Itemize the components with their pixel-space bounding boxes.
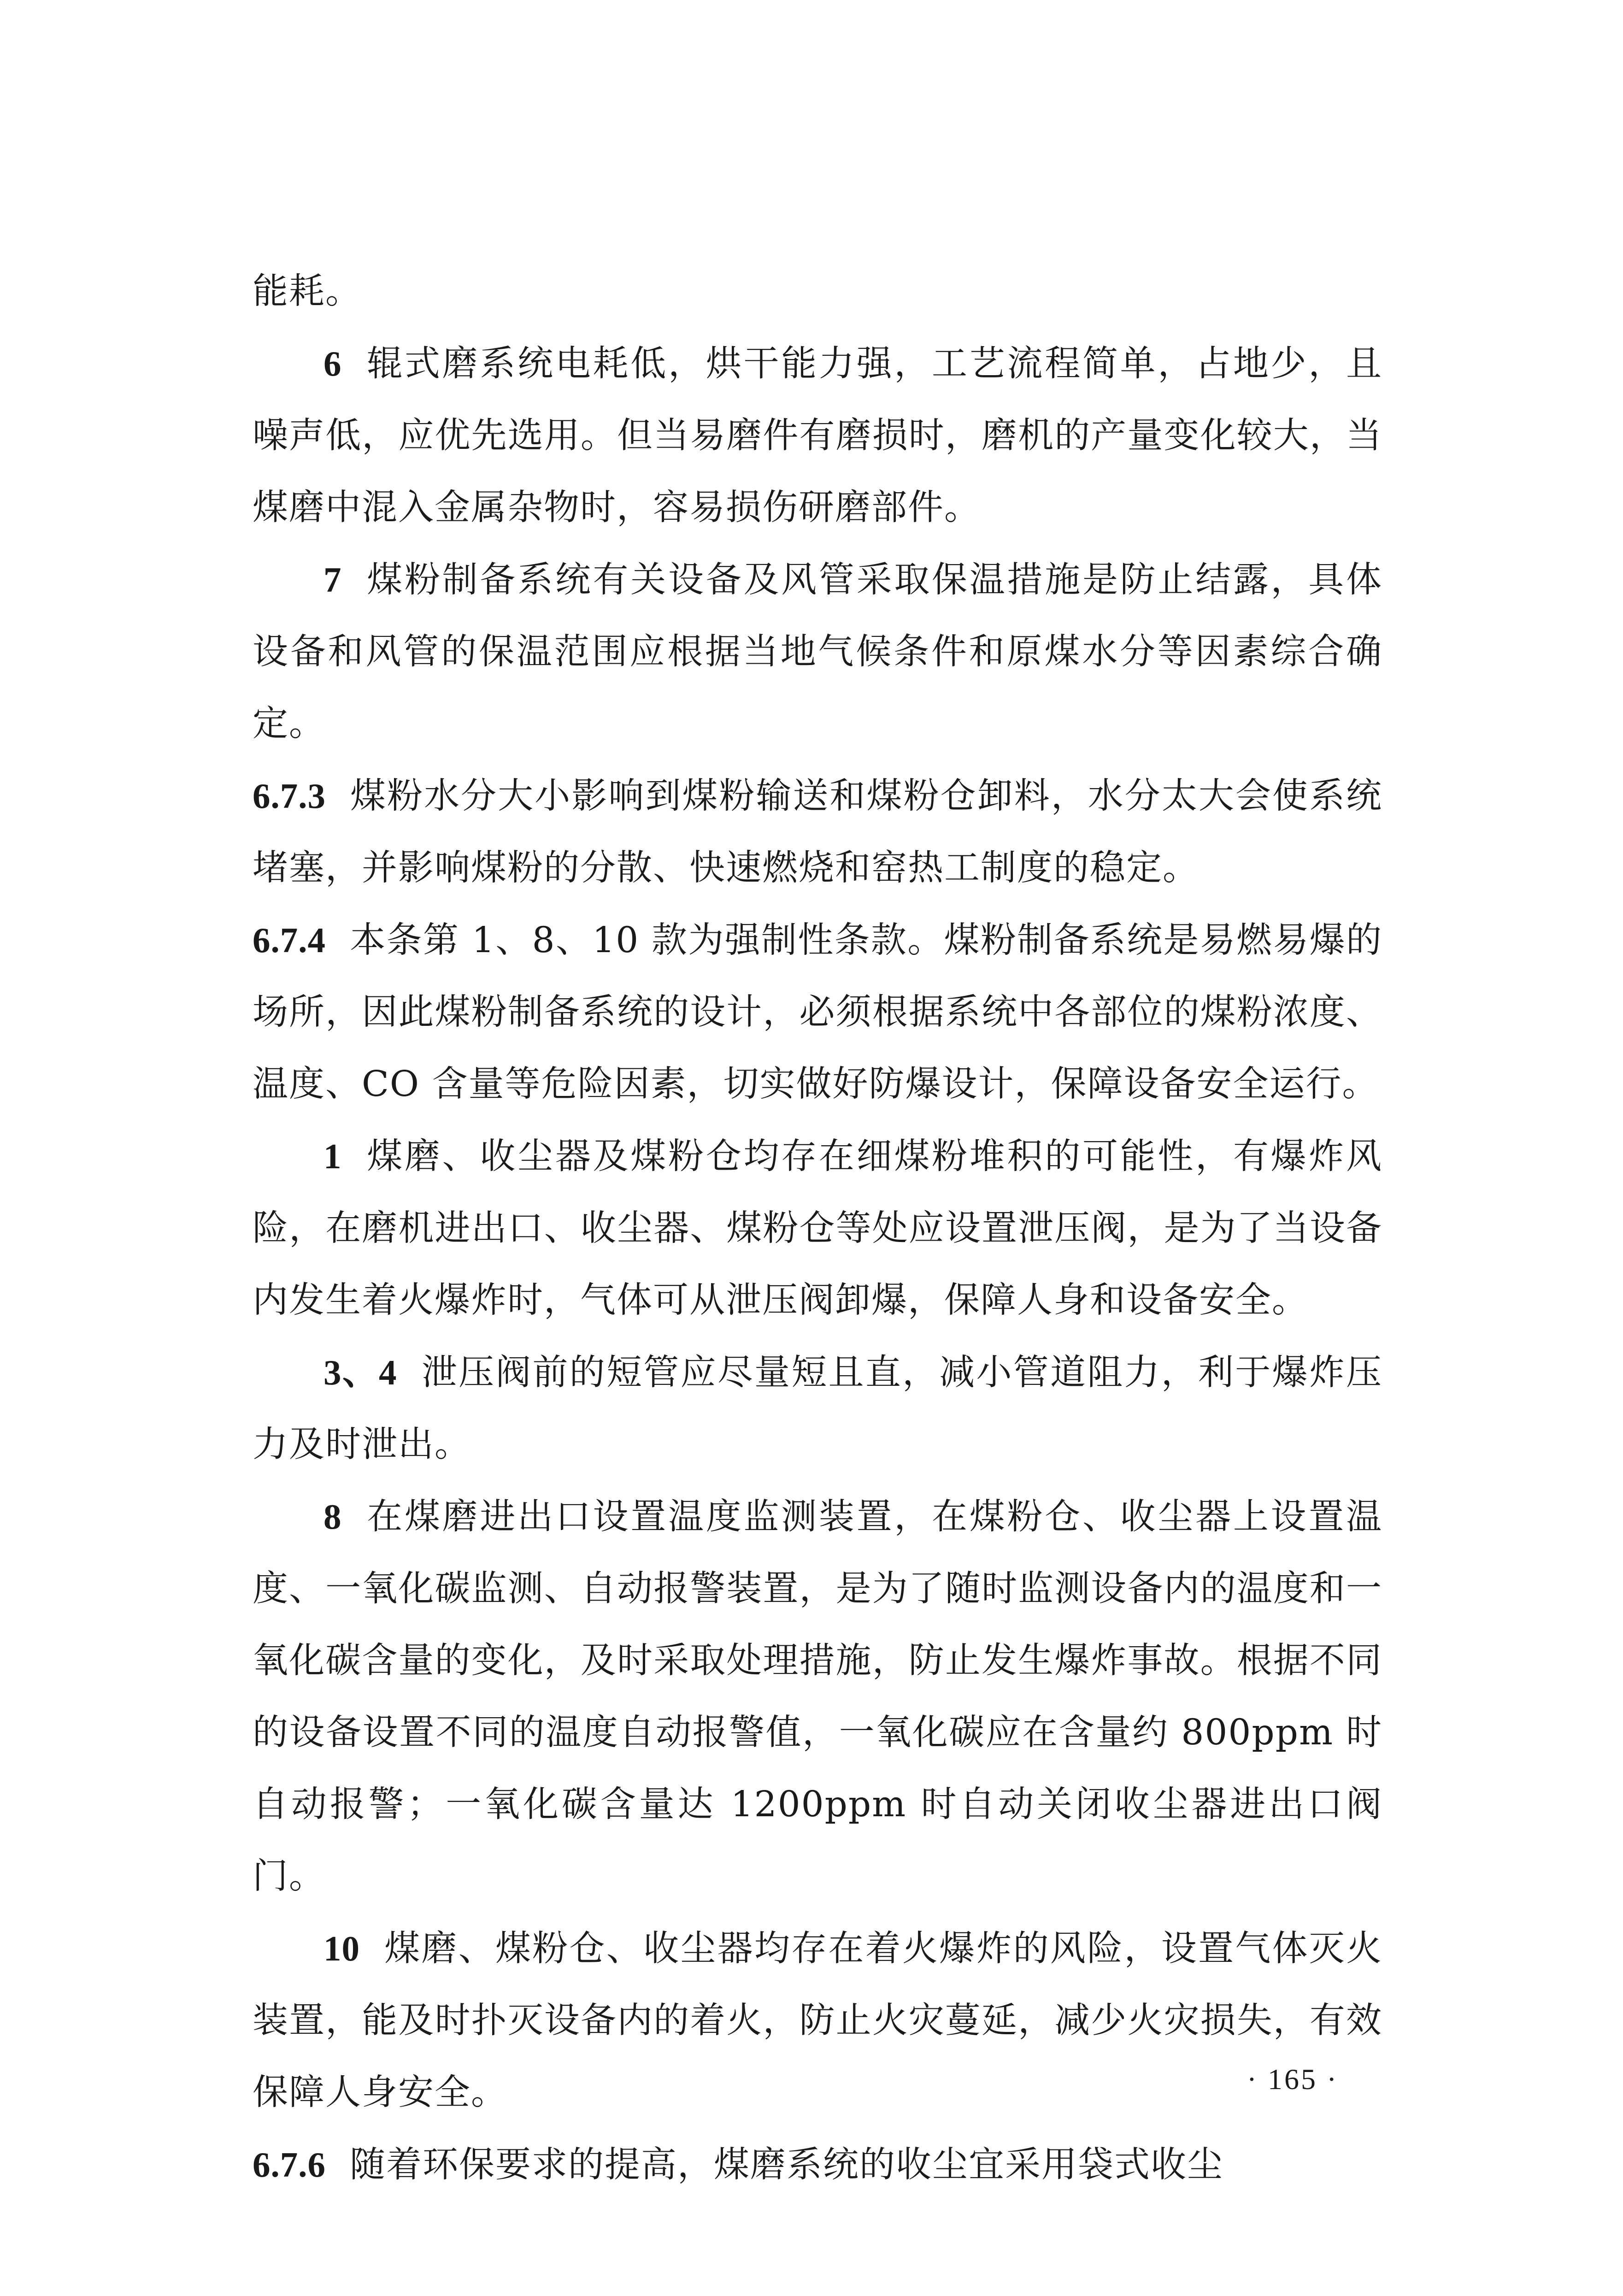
paragraph-p-item-1	[253, 1120, 1382, 1336]
paragraph-text: 辊式磨系统电耗低，烘干能力强，工艺流程简单，占地少，且噪声低，应优先选用。但当易磨件有磨损时，磨机的产量变化较大，当煤磨中混入金属杂物时，容易损伤研磨部件。	[253, 343, 1382, 528]
paragraph-p-clause-6-7-3	[253, 760, 1382, 904]
paragraph-text: 在煤磨进出口设置温度监测装置，在煤粉仓、收尘器上设置温度、一氧化碳监测、自动报警装置，是为了随时监测设备内的温度和一氧化碳含量的变化，及时采取处理措施，防止发生爆炸事故。根据不同的设备设置不同的温度自动报警值，一氧化碳应在含量约 800ppm 时自动报警；一氧化碳含量达 1200ppm 时自动关闭收尘器进出口阀门。	[253, 1496, 1382, 1897]
body-text	[253, 256, 1382, 2201]
clause-number: 6.7.4	[253, 920, 326, 960]
paragraph-text: 煤粉制备系统有关设备及风管采取保温措施是防止结露，具体设备和风管的保温范围应根据当地气候条件和原煤水分等因素综合确定。	[253, 559, 1382, 744]
paragraph-text: 随着环保要求的提高，煤磨系统的收尘宜采用袋式收尘	[350, 2144, 1223, 2185]
clause-number: 10	[323, 1929, 360, 1968]
paragraph-text: 煤磨、收尘器及煤粉仓均存在细煤粉堆积的可能性，有爆炸风险，在磨机进出口、收尘器、煤粉仓等处应设置泄压阀，是为了当设备内发生着火爆炸时，气体可从泄压阀卸爆，保障人身和设备安全。	[253, 1136, 1382, 1321]
paragraph-text: 本条第 1、8、10 款为强制性条款。煤粉制备系统是易燃易爆的场所，因此煤粉制备系统的设计，必须根据系统中各部位的煤粉浓度、温度、CO 含量等危险因素，切实做好防爆设计，保障设备安全运行。	[253, 920, 1382, 1105]
paragraph-p-item-8	[253, 1481, 1382, 1913]
clause-number: 8	[323, 1497, 342, 1537]
clause-number: 7	[323, 560, 342, 600]
clause-number: 1	[323, 1136, 342, 1176]
paragraph-p-item-6	[253, 328, 1382, 544]
clause-number: 6.7.3	[253, 776, 326, 816]
paragraph-p-item-3-4	[253, 1336, 1382, 1481]
paragraph-p-clause-6-7-4	[253, 904, 1382, 1120]
paragraph-text: 煤磨、煤粉仓、收尘器均存在着火爆炸的风险，设置气体灭火装置，能及时扑灭设备内的着火，防止火灾蔓延，减少火灾损失，有效保障人身安全。	[253, 1928, 1382, 2113]
paragraph-p-continued	[253, 256, 1382, 328]
paragraph-p-item-10	[253, 1913, 1382, 2129]
clause-number: 3、4	[323, 1353, 397, 1392]
page-number: · 165 ·	[1247, 2063, 1339, 2096]
paragraph-text: 煤粉水分大小影响到煤粉输送和煤粉仓卸料，水分太大会使系统堵塞，并影响煤粉的分散、快速燃烧和窑热工制度的稳定。	[253, 776, 1382, 889]
clause-number: 6.7.6	[253, 2145, 326, 2184]
paragraph-text: 泄压阀前的短管应尽量短且直，减小管道阻力，利于爆炸压力及时泄出。	[253, 1352, 1382, 1465]
paragraph-p-item-7	[253, 544, 1382, 760]
paragraph-text: 能耗。	[253, 271, 362, 312]
clause-number: 6	[323, 344, 342, 383]
paragraph-p-clause-6-7-6	[253, 2129, 1382, 2201]
